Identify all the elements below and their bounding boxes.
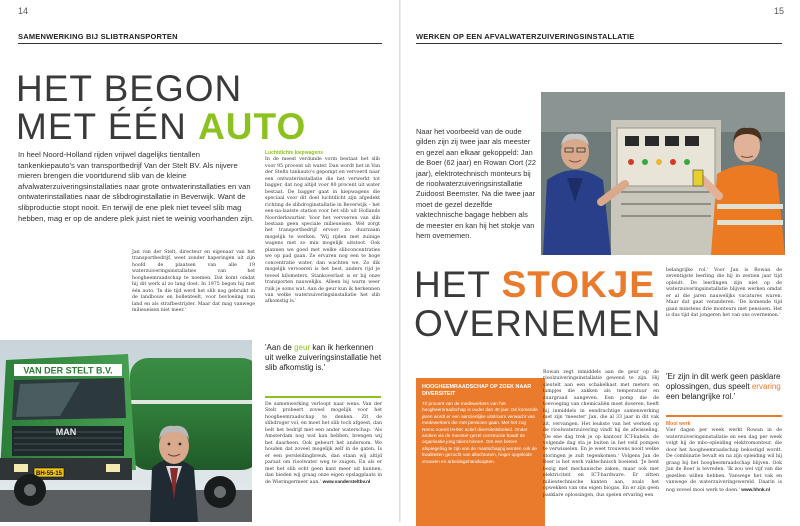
quote-right-highlight: ervaring (751, 382, 781, 392)
title-right-prefix: HET (414, 264, 502, 305)
title-right-line-1 (414, 266, 661, 303)
subhead-mooi-werk: Mooi werk (666, 421, 691, 427)
vandersteltbv-link[interactable]: www.vandersteltbv.nl (322, 479, 371, 485)
column-d2 (666, 421, 782, 494)
quote-rule-left (265, 396, 381, 398)
quote-left-prefix: 'Aan de (265, 343, 295, 352)
workers-illustration (541, 92, 785, 255)
column-b2-text (265, 402, 382, 487)
subhead-luchtdichte: Luchtdichte kiepwagens (265, 150, 324, 156)
workers-photo (541, 92, 785, 255)
column-c-text: Rowan zegt inmiddels aan de geur op de rioolzuiveringsinstallatie gewend te zijn. Hij sleutelt aan een schakelkast met meters en lampjes die zakken als temperatuur en zuurgraad aangeven. Een pomp die de toevoeging van chemicaliën moet doseren, heeft hij inmiddels in eendrachtige samenwerking met zijn 'meester' Jan, die al 33 jaar in dit vak zit, vervangen. Het leukste van het werken op de rioolwaterzuivering vindt hij de afwisseling. 'De ene dag trek je op kantoor ICT-kabels, de volgende dag sta je buiten in het veld pompen te verwisselen. En je weet trouwens nooit welke storingen je zult tegenkomen.' Volgens Jan de Boer is het werk vaktechnisch boeiend. 'Je bent bezig met mechanische zaken, maar ook met elektriciteit en ICT-hardware. Er zitten milieutechnische kanten aan, zoals het opwekken van ons eigen biogas. En er zijn geen pasklare oplossingen, dus spelen ervaring een (543, 370, 659, 498)
column-b (265, 150, 380, 306)
title-line-2-prefix: MET ÉÉN (16, 106, 199, 147)
quote-rule-right (666, 415, 782, 417)
column-b2-body: De samenwerking verloopt naar wens. Van der Stelt probeert zoveel mogelijk voor het hoogheemraadschap te denken. Zit de slibdroger vol, en moet het slib toch afgeest, dan belt het bedrijf met een ander waterschap. 'Als Amsterdam nog wat kan hebben, brengen wij het daarheen. Ook gebeurt het andersom. We houden dat zoveel mogelijk zelf in de gaten. Is er een persleidingbreuk, dan staan wij altijd paraat om rioolwater weg te zuigen. En als er met het slib echt geen kant meer uit kunnen, dan bieden wij graag onze eigen opslagplaats in de Wieringermeer aan.' (265, 402, 382, 486)
intro-left: In heel Noord-Holland rijden vrijwel dagelijks tientallen tankenkiepauto's van transportbedrijf Van der Stelt BV. Als nijvere mieren brengen die voortdurend slib van de kleine afvalwaterzuiveringsinstallaties naar grote ontwaterinstallaties en van ontwaterinstallaties naar de slibdroginstallatie in Beverwijk. Want de slibproductie stopt nooit. En terwijl de ene plek niet teveel slib mag hebben, mag er op de andere plek juist niet te weinig voorhanden zijn. (18, 150, 254, 223)
section-header-right: WERKEN OP EEN AFVALWATERZUIVERINGSINSTALLATIE (416, 32, 635, 41)
header-rule-right (416, 43, 782, 44)
column-a-text: Jan van der Stelt, directeur en eigenaar van het transportbedrijf, weet zonder haperingen uit zijn hoofd de plaatsen van alle 19 waterzuiveringsinstallaties van het hoogheemraadschap te noemen. Dat komt omdat hij dit werk al zo lang doet. In 1975 begon hij met één auto. 'In die tijd werd het slib nog gebruikt in de landbouw en bollenteelt, voor bevloeiing van land en als strafbestrijder. Maar dat mag vanwege milieueisen niet meer.' (132, 250, 255, 314)
section-header-left: SAMENWERKING BIJ SLIBTRANSPORTEN (18, 32, 178, 41)
title-highlight-auto: AUTO (198, 106, 307, 147)
column-d (666, 268, 782, 320)
intro-right: Naar het voorbeeld van de oude gilden zijn zij twee jaar als meester en gezel aan elkaar gekoppeld: Jan de Boer (62 jaar) en Rowan Oort (22 jaar), elektrotechnisch monteurs bij de rioolwaterzuiveringsinstallatie Zuidoost Beemster. Na die twee jaar moet de gezel dezelfde vaktechnische bagage hebben als de meester en kan hij het stokje van hem overnemen. (416, 127, 536, 241)
column-d-text: belangrijke rol.' Voor Jan is Rowan de zeventigste leerling die hij in zestien jaar tijd opleidt. De leerlingen zijn niet op de waterzuiveringsinstallatie blijven werken omdat er al die jaren nauwelijks vacatures waren. Maar dat gaat veranderen. 'De komende tijd gaan minstens drie monteurs met pensioen. Het is dus tijd dat jongeren het van ons overnemen.' (666, 268, 782, 319)
column-b-text: In de meest verdunde vorm bestaat het slib voor 95 procent uit water. Dan wordt het in Van der Stelts tankauto's gepompt en vervoerd naar een ontwaterinstallatie die het verwerkt tot bagger, dat nog altijd voor 80 procent uit water bestaat. De bagger gaat in kiepwagens die speciaal voor dit doel luchtdicht zijn afgedekt richting de slibdroginstallatie in Beverwijk – het een-na-laatste station voor het slib uit Hollands Noorderkwartier. Voor het vervoeren van slib bestaan geen speciale milieueisen. Wel zorgt het transportbedrijf ervoor zo duurzaam mogelijk te werken. 'Wij rijden met zuinige wagens met zo min mogelijk uitstoot. Ook plannen we goed met welke slibconcentraties we op pad gaan. Ze ervaren nog een te hoge concentratie water, dan wachten we. Zo dik mogelijk vervoeren is het best, anders rijd je teveel kilometers. Stankoverlast is er bij onze transporten nauwelijks. Alleen bij warm weer ruik je soms wat. Aan de geur kun ik herkennen van welke waterzuiveringsinstallatie het slib afkomstig is.' (265, 157, 380, 305)
quote-left-highlight: geur (294, 343, 311, 352)
truck-lettering: VAN DER STELT B.V. (23, 365, 113, 376)
diversity-info-box (416, 378, 545, 526)
column-d2-body: Vier dagen per week werkt Rowan in de waterzuiveringsinstallatie en een dag per week volgt hij de mbo-opleiding elektromonteur, die door het hoogheemraadschap bekostigd wordt. De combinatie bevalt en na zijn opleiding wil hij graag bij het hoogheemraadschap blijven. Ook Jan de Boer is tevreden. 'Ik zou wel vijf van die gezellen willen hebben. Vanwege het vak en vanwege de waterzuiveringswereld. Daarin is nog zoveel mooi werk te doen.' (666, 428, 782, 493)
truck-brand-badge: MAN (55, 427, 77, 437)
truck-photo (0, 340, 252, 522)
column-b2 (265, 402, 382, 487)
box-title: HOOGHEEMRAADSCHAP OP ZOEK NAAR DIVERSITEIT (422, 384, 532, 397)
hhnk-link[interactable]: www.hhnk.nl (741, 486, 771, 492)
page-title-left (16, 70, 306, 145)
header-rule-left (18, 43, 382, 44)
truck-illustration (0, 340, 252, 522)
page-number-right: 15 (774, 6, 785, 16)
quote-right-suffix: een belangrijke rol.' (666, 392, 736, 402)
title-highlight-stokje: STOKJE (501, 264, 655, 305)
quote-right-prefix: 'Er zijn in dit werk geen pasklare oplossingen, dus speelt (666, 372, 781, 392)
truck-license-plate: BH-55-15 (35, 471, 63, 477)
title-line-1: HET BEGON (16, 68, 243, 109)
column-d2-text (666, 428, 782, 494)
column-a (132, 250, 255, 315)
title-right-line-2: OVERNEMEN (414, 303, 662, 344)
title-line-2 (16, 108, 306, 145)
column-c (543, 370, 659, 499)
pull-quote-left (265, 343, 383, 374)
box-body: 72 procent van de medewerkers van het hoogheemraadschap is ouder dan 40 jaar. De komende jaren wordt er een aanzienlijke uitstroom verwacht van medewerkers die met pensioen gaan. Met het zog Nemo noemt HHNK actief diversiteitsbeleid. Onder andere via de meester-gezel constructie baadt de organisatie jong talent binnen. Om een betere afspiegeling te zijn van de maatschappij worden ook de kwaliteiten gezocht van allochtonen, hoger opgeleide vrouwen en arbeidsgehandicapten. (422, 401, 538, 464)
pull-quote-right (666, 372, 784, 403)
page-gutter (399, 0, 401, 522)
page-title-right (414, 266, 661, 342)
page-number-left: 14 (18, 6, 29, 16)
quote-left-suffix: kan ik herkennen uit welke zuiveringsinstallatie het slib afkomstig is.' (265, 343, 382, 373)
